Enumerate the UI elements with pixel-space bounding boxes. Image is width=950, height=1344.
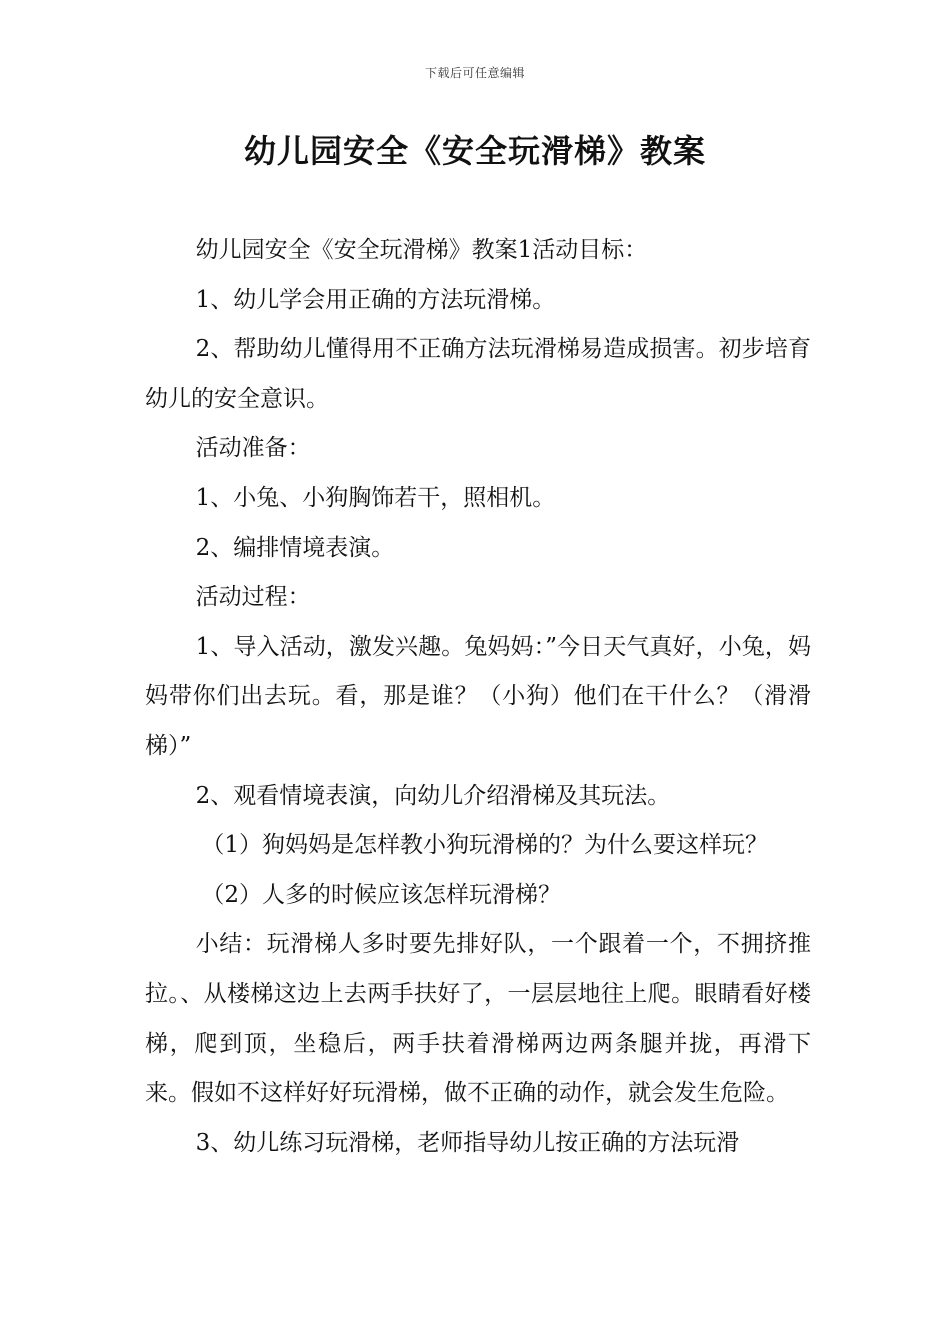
- paragraph-goal-1: 1、幼儿学会用正确的方法玩滑梯。: [195, 286, 556, 313]
- paragraph-question-1: （1）狗妈妈是怎样教小狗玩滑梯的？为什么要这样玩？: [201, 832, 768, 859]
- paragraph-question-2: （2）人多的时候应该怎样玩滑梯？: [201, 881, 561, 908]
- document-body: [145, 226, 811, 1168]
- paragraph-process-1: 1、导入活动，激发兴趣。兔妈妈：”今日天气真好，小兔，妈妈带你们出去玩。看，那是谁？（小狗）他们在干什么？（滑滑梯）”: [145, 633, 811, 759]
- paragraph-process-3: 3、幼儿练习玩滑梯，老师指导幼儿按正确的方法玩滑: [195, 1129, 740, 1156]
- paragraph-intro: 幼儿园安全《安全玩滑梯》教案1活动目标：: [195, 237, 648, 263]
- paragraph-goal-2: 2、帮助幼儿懂得用不正确方法玩滑梯易造成损害。初步培育幼儿的安全意识。: [145, 336, 811, 412]
- paragraph-summary: 小结：玩滑梯人多时要先排好队，一个跟着一个，不拥挤推拉。、从楼梯这边上去两手扶好了，一层层地往上爬。眼睛看好楼梯，爬到顶，坐稳后，两手扶着滑梯两边两条腿并拢，再滑下来。假如不这样好好玩滑梯，做不正确的动作，就会发生危险。: [145, 931, 811, 1107]
- paragraph-process-2: 2、观看情境表演，向幼儿介绍滑梯及其玩法。: [195, 782, 671, 809]
- paragraph-prep-2: 2、编排情境表演。: [195, 534, 395, 561]
- document-title: 幼儿园安全《安全玩滑梯》教案: [243, 132, 706, 170]
- paragraph-process-heading: 活动过程：: [195, 584, 311, 611]
- header-note: 下载后可任意编辑: [424, 66, 525, 80]
- paragraph-prep-1: 1、小兔、小狗胸饰若干，照相机。: [195, 484, 556, 511]
- paragraph-prep-heading: 活动准备：: [195, 435, 311, 462]
